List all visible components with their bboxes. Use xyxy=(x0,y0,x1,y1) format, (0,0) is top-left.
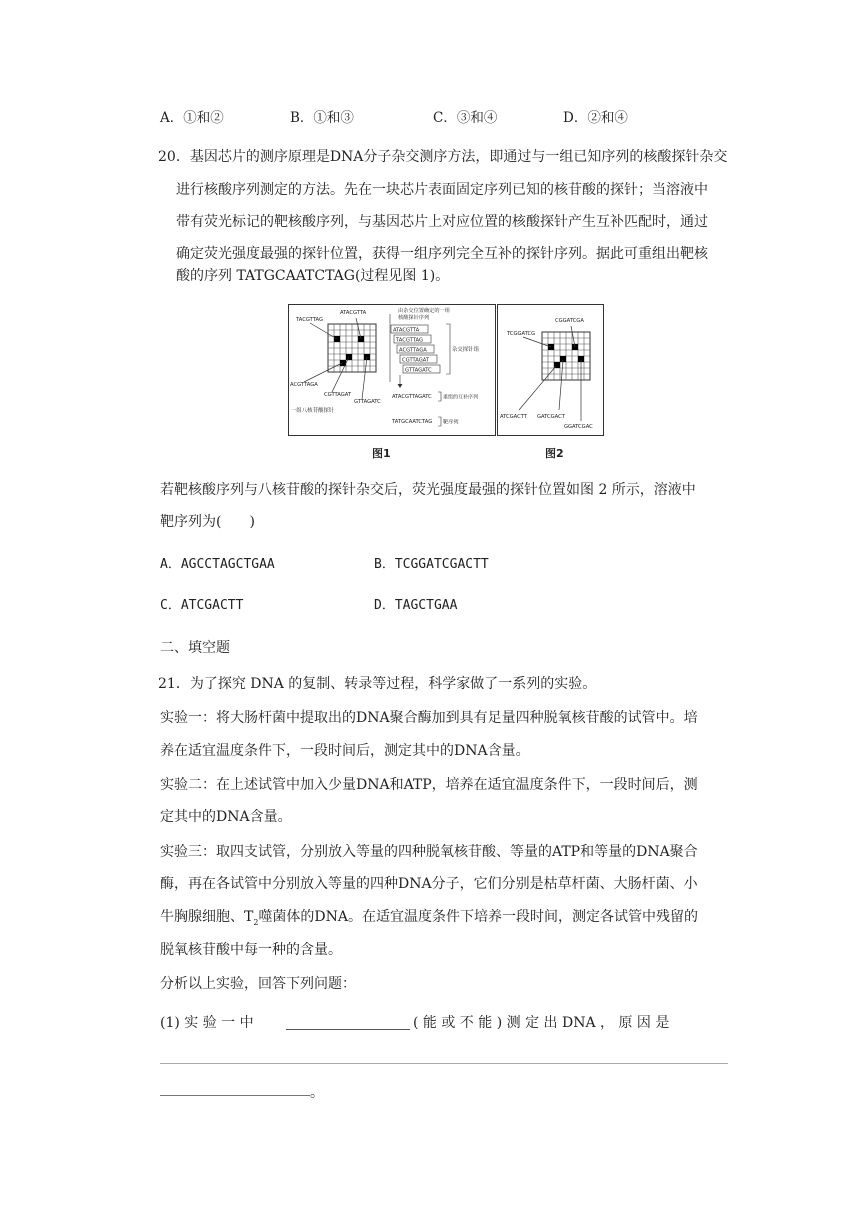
fig1-label-tacgttag: TACGTTAG xyxy=(296,317,323,323)
q21-exp1-line-1: 实验一：将大肠杆菌中提取出的DNA聚合酶加到具有足量四种脱氧核苷酸的试管中。培 xyxy=(160,710,698,726)
q21-sub1-answer-line-1[interactable] xyxy=(160,1063,728,1064)
section-heading: 二、填空题 xyxy=(160,640,230,656)
q21-exp3-subscript: 2 xyxy=(253,917,259,927)
fig1-label-cgttagat: CGTTAGAT xyxy=(324,392,352,398)
q20-option-a: A．AGCCTAGCTGAA xyxy=(160,557,275,572)
q21-exp3-line-3-a: 牛胸腺细胞、T xyxy=(160,909,254,925)
fig1-list-1: ATACGTTA xyxy=(393,327,420,334)
q19-option-b: B．①和③ xyxy=(290,110,354,126)
fig1-recombined-label: 重组的互补序列 xyxy=(443,394,479,401)
figure-2 xyxy=(497,304,604,436)
q20-option-d: D．TAGCTGAA xyxy=(374,598,458,613)
q21-sub1-blank-1[interactable] xyxy=(286,1029,410,1030)
fig1-probe-grid xyxy=(328,324,376,372)
q20-question-line-2: 靶序列为( ) xyxy=(160,514,255,530)
fig1-list-2: TACGTTAG xyxy=(396,337,423,344)
q21-exp2-line-1: 实验二：在上述试管中加入少量DNA和ATP，培养在适宜温度条件下，一段时间后，测 xyxy=(160,777,698,793)
q21-exp3-line-2: 酶，再在各试管中分别放入等量的四种DNA分子，它们分别是枯草杆菌、大肠杆菌、小 xyxy=(160,876,698,892)
q20-stem-line-1: 20．基因芯片的测序原理是DNA分子杂交测序方法，即通过与一组已知序列的核酸探针杂交 xyxy=(158,149,728,165)
fig2-label-cggatcga: CGGATCGA xyxy=(555,318,584,324)
fig1-list-5: GTTAGATC xyxy=(405,367,432,374)
fig1-label-atacgtta: ATACGTTA xyxy=(340,310,367,316)
fig1-header-line-2: 核酸探针序列 xyxy=(398,315,430,321)
fig1-bottom-label: 一组八核苷酸探针 xyxy=(291,408,335,414)
q21-exp3-line-1: 实验三：取四支试管，分别放入等量的四种脱氧核苷酸、等量的ATP和等量的DNA聚合 xyxy=(160,844,698,860)
q19-option-c: C．③和④ xyxy=(433,110,498,126)
q21-exp2-line-2: 定其中的DNA含量。 xyxy=(160,809,292,825)
figure-1 xyxy=(288,304,496,436)
fig1-label-acgttaga: ACGTTAGA xyxy=(290,382,318,388)
fig1-header-line-1: 由杂交位置确定的一组 xyxy=(398,308,450,314)
fig1-recombined-seq: ATACGTTAGATC xyxy=(392,394,432,400)
fig2-caption: 图2 xyxy=(545,447,564,460)
fig1-label-gttagatc: GTTAGATC xyxy=(354,399,381,405)
q21-exp3-line-4: 脱氧核苷酸中每一种的含量。 xyxy=(160,942,342,958)
q20-question-line-1: 若靶核酸序列与八核苷酸的探针杂交后，荧光强度最强的探针位置如图 2 所示，溶液中 xyxy=(160,482,696,498)
q21-sub1-answer-line-2[interactable] xyxy=(160,1095,310,1096)
q21-sub1-prefix: (1) 实 验 一 中 xyxy=(160,1015,254,1031)
fig1-hybrid-group-label: 杂交探针组 xyxy=(452,347,479,353)
q20-option-c: C．ATCGACTT xyxy=(160,598,244,613)
fig2-label-gatcgact: GATCGACT xyxy=(537,414,565,420)
fig1-list-4: CGTTAGAT xyxy=(402,357,430,364)
q20-stem-line-2: 进行核酸序列测定的方法。先在一块芯片表面固定序列已知的核苷酸的探针；当溶液中 xyxy=(176,182,708,198)
q21-analysis-prompt: 分析以上实验，回答下列问题： xyxy=(160,976,356,992)
q19-option-d: D．②和④ xyxy=(563,110,628,126)
q19-option-a: A．①和② xyxy=(160,110,224,126)
fig2-label-tcggatcg: TCGGATCG xyxy=(507,331,536,337)
q20-stem-line-4: 确定荧光强度最强的探针位置，获得一组序列完全互补的探针序列。据此可重组出靶核 xyxy=(176,246,708,262)
q21-stem: 21．为了探究 DNA 的复制、转录等过程，科学家做了一系列的实验。 xyxy=(158,676,597,692)
fig2-probe-grid xyxy=(542,332,590,380)
fig2-label-atcgactt: ATCGACTT xyxy=(500,414,527,420)
q21-exp3-line-3-b: 噬菌体的DNA。在适宜温度条件下培养一段时间，测定各试管中残留的 xyxy=(258,909,699,925)
fig1-list-3: ACGTTAGA xyxy=(399,347,427,354)
fig1-target-seq: TATGCAATCTAG xyxy=(392,419,433,425)
q21-sub1-middle: ( 能 或 不 能 ) 测 定 出 DNA ， 原 因 是 xyxy=(413,1015,670,1031)
q21-exp1-line-2: 养在适宜温度条件下，一段时间后，测定其中的DNA含量。 xyxy=(160,743,530,759)
fig2-label-ggatcgac: GGATCGAC xyxy=(564,424,593,430)
q21-end-mark: 。 xyxy=(310,1085,324,1101)
q20-stem-line-3: 带有荧光标记的靶核酸序列，与基因芯片上对应位置的核酸探针产生互补匹配时，通过 xyxy=(176,214,708,230)
fig1-caption: 图1 xyxy=(372,447,391,460)
q20-stem-line-5: 酸的序列 TATGCAATCTAG(过程见图 1)。 xyxy=(176,268,450,284)
fig1-target-label: 靶序列 xyxy=(443,419,459,426)
q20-option-b: B．TCGGATCGACTT xyxy=(374,557,489,572)
q21-exp3-line-3 xyxy=(160,907,698,933)
